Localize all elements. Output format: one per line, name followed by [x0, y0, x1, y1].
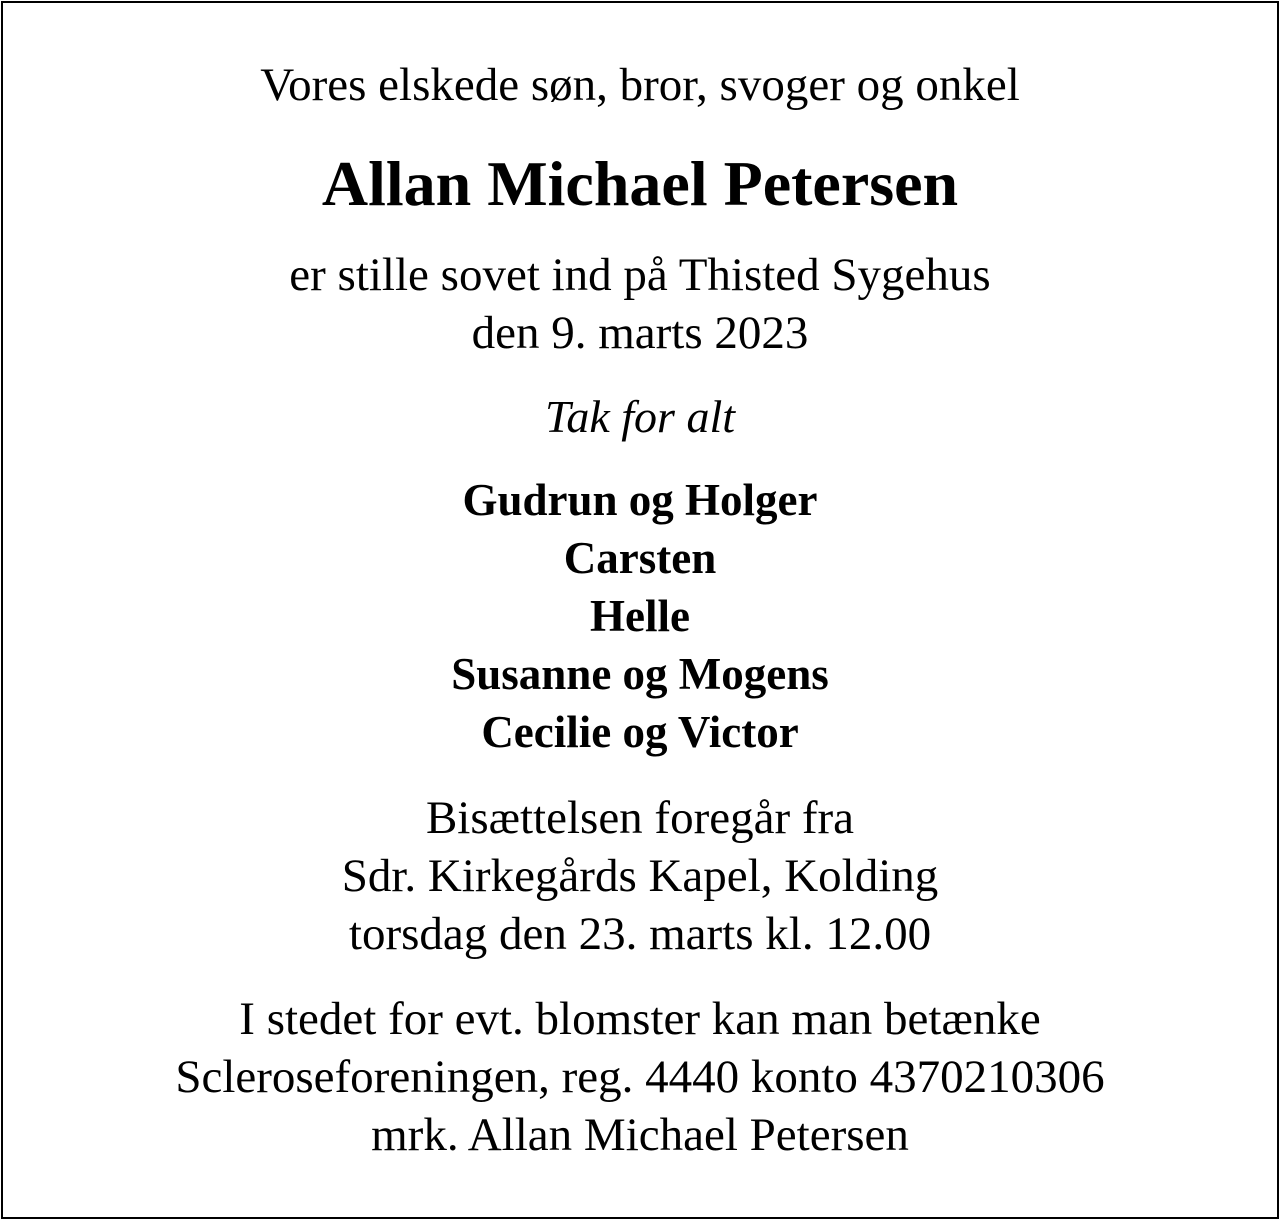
passing-date: den 9. marts 2023 [471, 307, 809, 359]
passing-line: er stille sovet ind på Thisted Sygehus [289, 249, 991, 301]
donation-account: Scleroseforeningen, reg. 4440 konto 4370210306 [175, 1051, 1105, 1103]
thanks-text: Tak for alt [544, 391, 736, 442]
funeral-location: Sdr. Kirkegårds Kapel, Kolding [341, 850, 939, 902]
deceased-name: Allan Michael Petersen [321, 148, 959, 219]
family-member: Cecilie og Victor [481, 707, 799, 757]
family-member: Carsten [563, 533, 717, 583]
donation-reference: mrk. Allan Michael Petersen [371, 1109, 909, 1161]
intro-text: Vores elskede søn, bror, svoger og onkel [260, 59, 1020, 111]
funeral-info: Bisættelsen foregår fra [425, 792, 855, 844]
family-member: Susanne og Mogens [451, 649, 829, 699]
family-member: Gudrun og Holger [462, 475, 818, 525]
family-member: Helle [590, 591, 690, 641]
funeral-time: torsdag den 23. marts kl. 12.00 [348, 908, 932, 960]
donation-info: I stedet for evt. blomster kan man betænke [239, 993, 1041, 1045]
